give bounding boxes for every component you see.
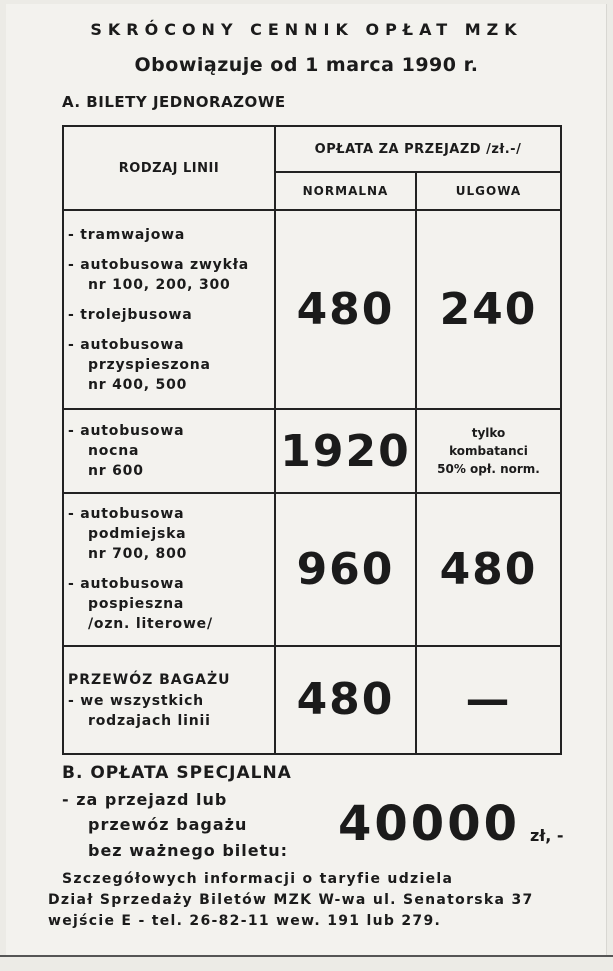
line-type: - tramwajowa [68,226,186,243]
fare-normal: 480 [275,210,416,409]
fine-text: bez ważnego biletu: [88,841,289,860]
line-types-cell [63,210,275,409]
header-normal: NORMALNA [275,172,416,210]
line-type: - autobusowa [68,336,185,353]
note-line: 50% opł. norm. [437,462,540,476]
info-text: Szczegółowych informacji o taryfie udziela [62,871,454,887]
fare-normal: 1920 [275,409,416,493]
line-type: nr 700, 800 [88,546,188,563]
luggage-title: PRZEWÓZ BAGAŻU [68,671,231,688]
fine-text: - za przejazd lub [62,790,228,809]
header-fare: OPŁATA ZA PRZEJAZD /zł.-/ [275,126,561,172]
line-types-cell [63,409,275,493]
document-title: SKRÓCONY CENNIK OPŁAT MZK [90,20,523,39]
validity-date: Obowiązuje od 1 marca 1990 r. [134,54,479,76]
fare-reduced: 240 [416,210,561,409]
fare-table [62,125,562,755]
line-type: - we wszystkich [68,692,204,709]
line-type: nr 100, 200, 300 [88,276,231,293]
line-types-cell [63,493,275,645]
line-type: nr 600 [88,463,144,479]
fare-reduced: 480 [416,493,561,645]
line-type: rodzajach linii [88,712,211,729]
header-line-type: RODZAJ LINII [63,126,275,210]
fare-normal: 960 [275,493,416,645]
page-bottom-rule [0,955,613,957]
line-type: nr 400, 500 [88,376,188,393]
section-b-heading: B. OPŁATA SPECJALNA [62,763,292,783]
line-type: nocna [88,443,140,459]
line-type: podmiejska [88,526,187,543]
line-types-cell [63,646,275,754]
line-type: - autobusowa [68,423,185,439]
line-type: - autobusowa zwykła [68,256,249,273]
table-row [63,646,561,754]
table-row [63,409,561,493]
fine-amount: 40000 [338,796,520,852]
line-type: - trolejbusowa [68,306,193,323]
note-line: kombatanci [449,444,528,458]
fine-text: przewóz bagażu [88,815,248,834]
section-a-heading: A. BILETY JEDNORAZOWE [62,93,286,111]
line-type: - autobusowa [68,576,185,593]
header-reduced: ULGOWA [416,172,561,210]
line-type: /ozn. literowe/ [88,616,213,633]
fare-normal: 480 [275,646,416,754]
fine-currency: zł, - [530,826,564,845]
table-row [63,493,561,645]
fare-reduced-note [416,409,561,493]
info-text: Dział Sprzedaży Biletów MZK W-wa ul. Senatorska 37 [48,892,534,908]
line-type: - autobusowa [68,506,185,523]
note-line: tylko [471,426,506,440]
info-text: wejście E - tel. 26-82-11 wew. 191 lub 279. [48,913,442,929]
table-row [63,210,561,409]
line-type: przyspieszona [88,356,211,373]
line-type: pospieszna [88,596,185,613]
fare-reduced: — [416,646,561,754]
